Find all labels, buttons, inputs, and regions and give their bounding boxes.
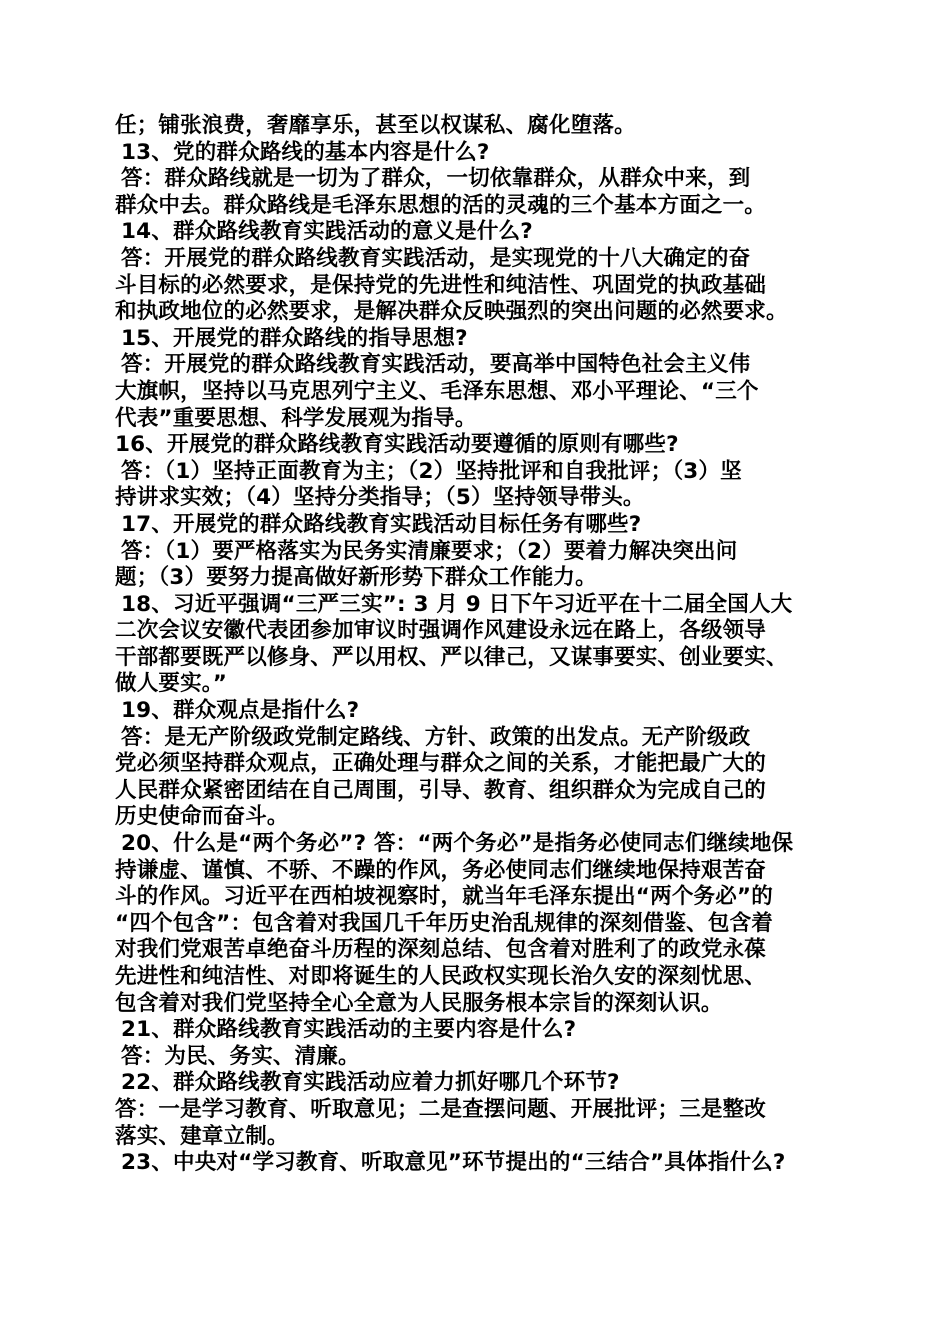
text-line: 13、党的群众路线的基本内容是什么? bbox=[121, 139, 490, 165]
text-line: 持谦虚、谨慎、不骄、不躁的作风，务必使同志们继续地保持艰苦奋 bbox=[115, 857, 767, 883]
text-line: 答：开展党的群众路线教育实践活动，是实现党的十八大确定的奋 bbox=[121, 245, 751, 271]
text-line: 大旗帜，坚持以马克思列宁主义、毛泽东思想、邓小平理论、“三个 bbox=[115, 378, 759, 404]
text-line: 14、群众路线教育实践活动的意义是什么? bbox=[121, 219, 533, 245]
text-line: 21、群众路线教育实践活动的主要内容是什么? bbox=[121, 1017, 577, 1043]
text-line: 22、群众路线教育实践活动应着力抓好哪几个环节? bbox=[121, 1070, 620, 1096]
text-line: 人民群众紧密团结在自己周围，引导、教育、组织群众为完成自己的 bbox=[115, 777, 767, 803]
text-line: 题；（3）要努力提高做好新形势下群众工作能力。 bbox=[115, 565, 597, 591]
text-line: 23、中央对“学习教育、听取意见”环节提出的“三结合”具体指什么? bbox=[121, 1150, 786, 1176]
text-line: 19、群众观点是指什么? bbox=[121, 698, 360, 724]
text-line: 干部都要既严以修身、严以用权、严以律己，又谋事要实、创业要实、 bbox=[115, 644, 788, 670]
text-line: 二次会议安徽代表团参加审议时强调作风建设永远在路上，各级领导 bbox=[115, 618, 767, 644]
text-line: 答：（1）要严格落实为民务实清廉要求；（2）要着力解决突出问 bbox=[121, 538, 738, 564]
text-line: 代表”重要思想、科学发展观为指导。 bbox=[115, 405, 477, 431]
text-line: 16、开展党的群众路线教育实践活动要遵循的原则有哪些? bbox=[115, 432, 679, 458]
text-line: 17、开展党的群众路线教育实践活动目标任务有哪些? bbox=[121, 511, 642, 537]
text-line: 答：为民、务实、清廉。 bbox=[121, 1043, 360, 1069]
text-line: 答：群众路线就是一切为了群众，一切依靠群众，从群众中来，到 bbox=[121, 166, 751, 192]
document-page bbox=[115, 113, 845, 1177]
text-line: 答：开展党的群众路线教育实践活动，要高举中国特色社会主义伟 bbox=[121, 352, 751, 378]
text-line: 15、开展党的群众路线的指导思想? bbox=[121, 325, 468, 351]
text-line: 历史使命而奋斗。 bbox=[115, 804, 289, 830]
text-line: 答：是无产阶级政党制定路线、方针、政策的出发点。无产阶级政 bbox=[121, 724, 751, 750]
text-line: 落实、建章立制。 bbox=[115, 1123, 289, 1149]
text-line: 18、习近平强调“三严三实”: 3 月 9 日下午习近平在十二届全国人大 bbox=[121, 591, 793, 617]
text-line: 对我们党艰苦卓绝奋斗历程的深刻总结、包含着对胜利了的政党永葆 bbox=[115, 937, 767, 963]
text-line: 答：（1）坚持正面教育为主；（2）坚持批评和自我批评；（3）坚 bbox=[121, 458, 742, 484]
text-line: 党必须坚持群众观点，正确处理与群众之间的关系，才能把最广大的 bbox=[115, 751, 767, 777]
text-line: 持讲求实效；（4）坚持分类指导；（5）坚持领导带头。 bbox=[115, 485, 645, 511]
text-line: 任；铺张浪费，奢靡享乐，甚至以权谋私、腐化堕落。 bbox=[115, 113, 636, 138]
text-line: 做人要实。” bbox=[115, 671, 228, 697]
text-line: 和执政地位的必然要求，是解决群众反映强烈的突出问题的必然要求。 bbox=[115, 299, 788, 325]
text-line: “四个包含”：包含着对我国几千年历史治乱规律的深刻借鉴、包含着 bbox=[115, 910, 773, 936]
text-line: 包含着对我们党坚持全心全意为人民服务根本宗旨的深刻认识。 bbox=[115, 990, 723, 1016]
text-line: 20、什么是“两个务必”? 答：“两个务必”是指务必使同志们继续地保 bbox=[121, 831, 794, 857]
text-line: 斗的作风。习近平在西柏坡视察时，就当年毛泽东提出“两个务必”的 bbox=[115, 884, 773, 910]
text-line: 斗目标的必然要求，是保持党的先进性和纯洁性、巩固党的执政基础 bbox=[115, 272, 767, 298]
text-line: 群众中去。群众路线是毛泽东思想的活的灵魂的三个基本方面之一。 bbox=[115, 192, 767, 218]
text-line: 先进性和纯洁性、对即将诞生的人民政权实现长治久安的深刻忧思、 bbox=[115, 964, 767, 989]
text-line: 答：一是学习教育、听取意见；二是查摆问题、开展批评；三是整改 bbox=[115, 1096, 767, 1122]
